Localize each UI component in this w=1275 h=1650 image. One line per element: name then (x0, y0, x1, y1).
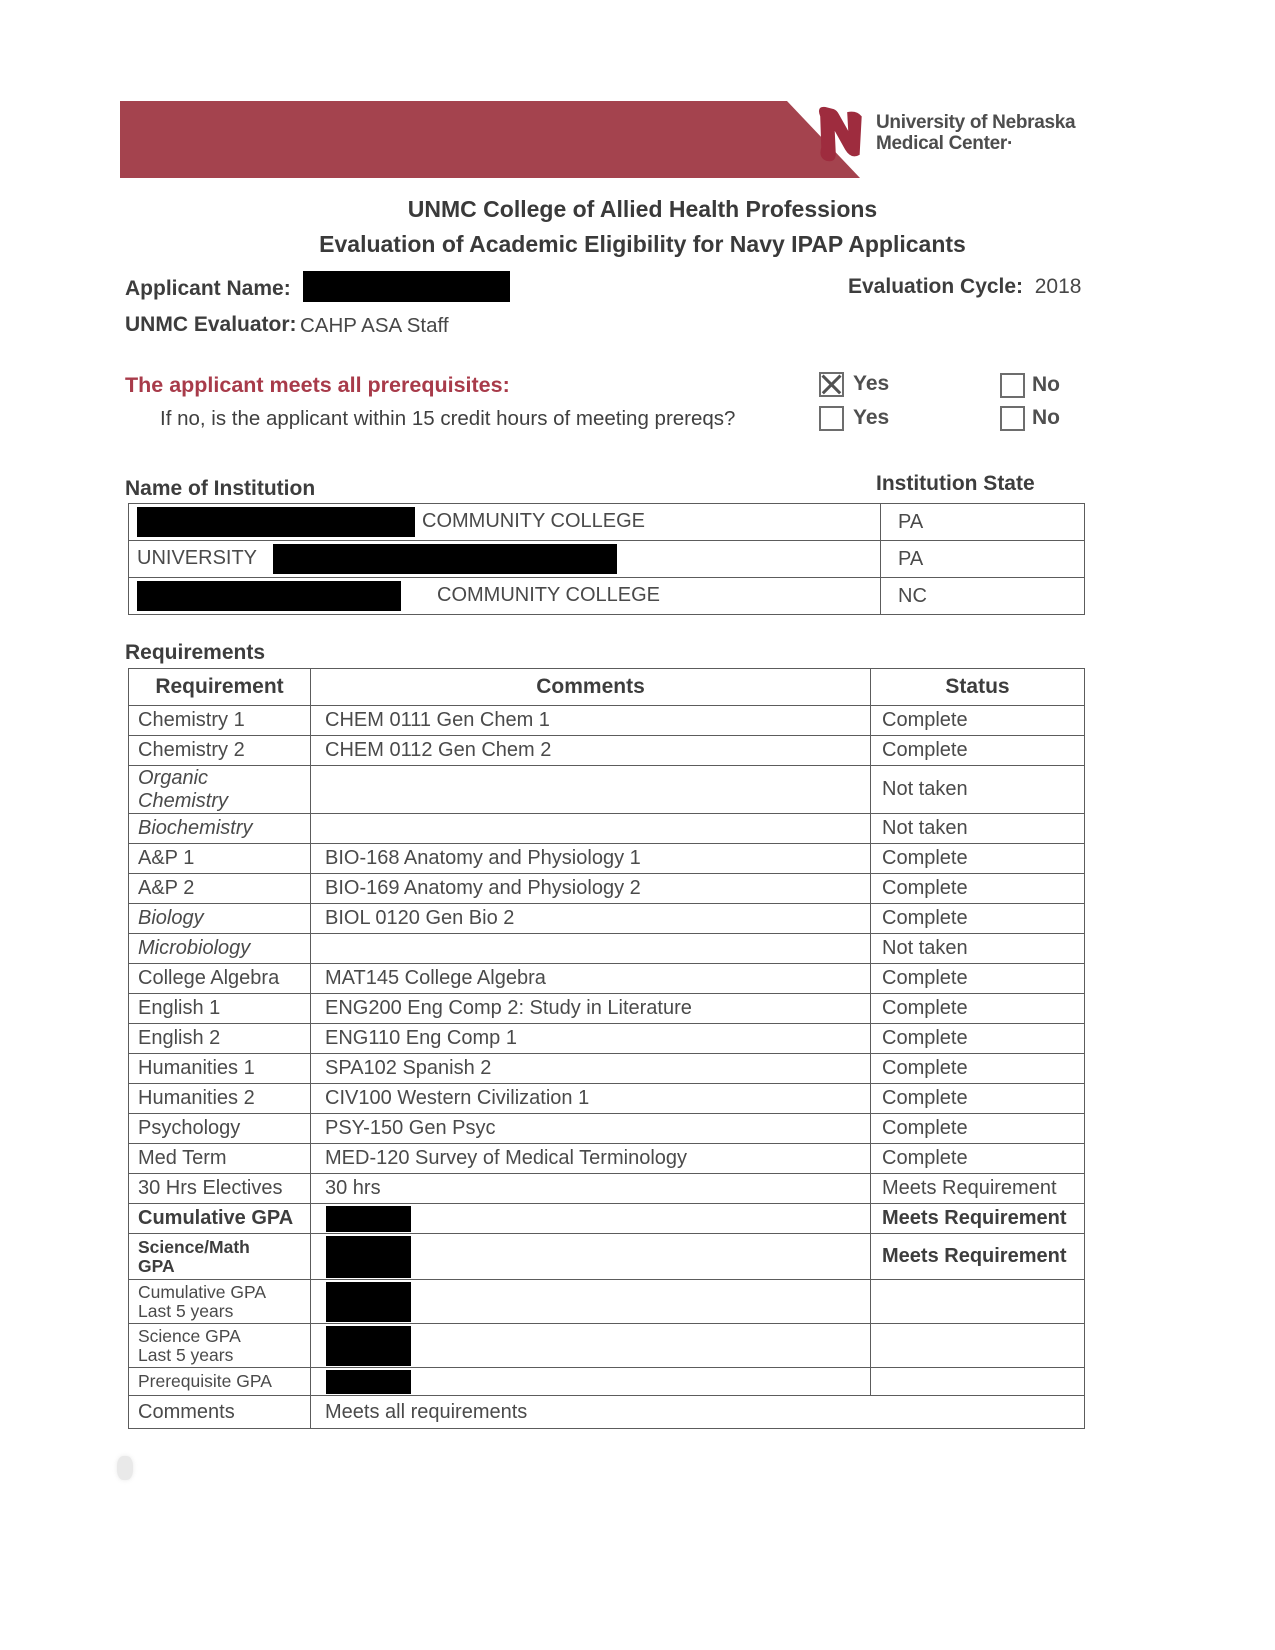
comment-cell: MAT145 College Algebra (311, 964, 871, 994)
institution-name-text: COMMUNITY COLLEGE (437, 584, 660, 607)
evaluator-label: UNMC Evaluator: (125, 313, 297, 336)
evaluation-cycle (848, 275, 1081, 299)
table-row (129, 1144, 1085, 1174)
comment-cell: CIV100 Western Civilization 1 (311, 1084, 871, 1114)
scan-artifact (117, 1456, 133, 1480)
requirement-label: Cumulative GPA (138, 1207, 294, 1229)
requirement-label: Cumulative GPA Last 5 years (138, 1281, 266, 1321)
table-row (129, 994, 1085, 1024)
requirement-label: Science/Math GPA (138, 1236, 250, 1276)
institution-name-cell (129, 541, 881, 578)
requirement-cell (129, 736, 311, 766)
table-row (129, 1324, 1085, 1368)
comment-cell: ENG110 Eng Comp 1 (311, 1024, 871, 1054)
table-row (129, 1024, 1085, 1054)
requirement-label: A&P 1 (138, 847, 195, 869)
table-row (129, 736, 1085, 766)
table-row (129, 1280, 1085, 1324)
comment-cell (311, 1204, 871, 1234)
institution-name-cell (129, 578, 881, 615)
status-cell: Complete (871, 994, 1085, 1024)
requirement-label: Med Term (138, 1147, 227, 1169)
comment-cell: MED-120 Survey of Medical Terminology (311, 1144, 871, 1174)
institution-state-cell: PA (881, 504, 1085, 541)
evaluation-cycle-value: 2018 (1034, 275, 1082, 298)
institution-row (129, 541, 1085, 578)
status-cell: Complete (871, 1054, 1085, 1084)
requirement-cell (129, 766, 311, 814)
checkbox-q1-no-label: No (1032, 373, 1060, 396)
comment-cell: ENG200 Eng Comp 2: Study in Literature (311, 994, 871, 1024)
requirement-cell (129, 706, 311, 736)
checkbox-q2-no-label: No (1032, 406, 1060, 429)
table-row (129, 1084, 1085, 1114)
requirement-label: 30 Hrs Electives (138, 1177, 283, 1199)
unmc-logo-text (876, 112, 1075, 154)
comment-cell: CHEM 0112 Gen Chem 2 (311, 736, 871, 766)
requirement-label: English 2 (138, 1027, 221, 1049)
status-cell (871, 1324, 1085, 1368)
status-cell (871, 1280, 1085, 1324)
checkbox-q1-yes-label: Yes (853, 372, 890, 395)
comment-cell (311, 934, 871, 964)
maroon-banner (120, 101, 860, 178)
prerequisites-question: The applicant meets all prerequisites: (125, 373, 510, 397)
institution-state-header: Institution State (876, 472, 1035, 495)
requirement-cell (129, 1084, 311, 1114)
redacted-gpa-value (326, 1326, 411, 1366)
institution-name-text: COMMUNITY COLLEGE (422, 510, 645, 533)
requirement-cell (129, 1396, 311, 1429)
status-cell: Complete (871, 1084, 1085, 1114)
document-subtitle: Evaluation of Academic Eligibility for Navy IPAP Applicants (319, 231, 966, 257)
checkbox-q1-no[interactable] (1000, 373, 1025, 398)
requirement-cell (129, 1324, 311, 1368)
table-row (129, 1396, 1085, 1429)
status-cell: Not taken (871, 766, 1085, 814)
requirement-cell (129, 904, 311, 934)
checkbox-q2-yes[interactable] (819, 406, 844, 431)
requirement-cell (129, 1144, 311, 1174)
requirement-cell (129, 874, 311, 904)
table-row (129, 1174, 1085, 1204)
status-cell: Complete (871, 736, 1085, 766)
requirement-label: Science GPA Last 5 years (138, 1325, 240, 1365)
requirement-cell (129, 1054, 311, 1084)
table-row (129, 964, 1085, 994)
comment-cell: PSY-150 Gen Psyc (311, 1114, 871, 1144)
status-cell: Meets Requirement (871, 1234, 1085, 1280)
comment-cell: SPA102 Spanish 2 (311, 1054, 871, 1084)
table-row (129, 874, 1085, 904)
requirement-cell (129, 1024, 311, 1054)
table-row (129, 1114, 1085, 1144)
institution-state-cell: NC (881, 578, 1085, 615)
requirement-label: Humanities 1 (138, 1057, 255, 1079)
table-row (129, 1054, 1085, 1084)
col-header-status: Status (871, 669, 1085, 706)
status-cell: Complete (871, 1024, 1085, 1054)
evaluation-cycle-label: Evaluation Cycle: (848, 275, 1024, 298)
comment-cell: BIOL 0120 Gen Bio 2 (311, 904, 871, 934)
institution-name-cell (129, 504, 881, 541)
requirement-cell (129, 1368, 311, 1396)
unmc-logo-n-icon (814, 102, 870, 168)
requirement-cell (129, 844, 311, 874)
requirement-label: Biology (138, 907, 204, 929)
comment-cell (311, 1280, 871, 1324)
redacted-applicant-name (303, 271, 510, 302)
requirement-label: A&P 2 (138, 877, 195, 899)
institution-row (129, 578, 1085, 615)
applicant-name-label: Applicant Name: (125, 277, 291, 300)
status-cell: Not taken (871, 814, 1085, 844)
requirement-cell (129, 1174, 311, 1204)
requirement-cell (129, 934, 311, 964)
requirement-label: Humanities 2 (138, 1087, 255, 1109)
requirement-cell (129, 1204, 311, 1234)
table-row (129, 904, 1085, 934)
requirement-label: Biochemistry (138, 817, 253, 839)
requirement-cell (129, 1280, 311, 1324)
requirement-label: Microbiology (138, 937, 251, 959)
table-row (129, 934, 1085, 964)
comment-cell: BIO-169 Anatomy and Physiology 2 (311, 874, 871, 904)
requirement-cell (129, 964, 311, 994)
status-cell: Complete (871, 904, 1085, 934)
requirements-section-label: Requirements (125, 641, 266, 664)
institution-row (129, 504, 1085, 541)
redacted-gpa-value (326, 1282, 411, 1322)
comment-cell: BIO-168 Anatomy and Physiology 1 (311, 844, 871, 874)
comment-cell (311, 1324, 871, 1368)
redacted-gpa-value (326, 1236, 411, 1278)
checkbox-q1-yes[interactable] (819, 372, 844, 397)
comment-cell: 30 hrs (311, 1174, 871, 1204)
institution-state-cell: PA (881, 541, 1085, 578)
requirement-label: Organic Chemistry (138, 766, 229, 812)
status-cell: Complete (871, 1114, 1085, 1144)
col-header-comments: Comments (311, 669, 871, 706)
checkbox-q2-yes-label: Yes (853, 406, 890, 429)
comment-cell (311, 1234, 871, 1280)
requirement-cell (129, 1234, 311, 1280)
status-cell: Meets Requirement (871, 1174, 1085, 1204)
requirement-label: English 1 (138, 997, 221, 1019)
evaluator-value: CAHP ASA Staff (300, 314, 449, 337)
table-row (129, 1234, 1085, 1280)
requirements-table (128, 668, 1085, 1429)
status-cell: Complete (871, 874, 1085, 904)
requirement-label: Psychology (138, 1117, 241, 1139)
table-row (129, 766, 1085, 814)
status-cell: Complete (871, 706, 1085, 736)
status-cell: Complete (871, 964, 1085, 994)
table-row (129, 844, 1085, 874)
requirement-label: Prerequisite GPA (138, 1371, 272, 1391)
col-header-requirement: Requirement (129, 669, 311, 706)
redacted-gpa-value (326, 1206, 411, 1232)
redacted-gpa-value (326, 1370, 411, 1394)
redacted-institution-name (137, 581, 401, 611)
requirement-label: Chemistry 2 (138, 739, 245, 761)
requirement-cell (129, 814, 311, 844)
requirement-cell (129, 1114, 311, 1144)
table-header-row (129, 669, 1085, 706)
table-row (129, 1204, 1085, 1234)
requirement-cell (129, 994, 311, 1024)
comment-cell: CHEM 0111 Gen Chem 1 (311, 706, 871, 736)
comment-cell: Meets all requirements (311, 1396, 1085, 1429)
institution-name-text: UNIVERSITY (137, 547, 258, 570)
table-row (129, 1368, 1085, 1396)
status-cell: Not taken (871, 934, 1085, 964)
status-cell: Meets Requirement (871, 1204, 1085, 1234)
institution-table (128, 503, 1085, 615)
requirement-label: College Algebra (138, 967, 280, 989)
comment-cell (311, 766, 871, 814)
table-row (129, 814, 1085, 844)
status-cell: Complete (871, 1144, 1085, 1174)
requirement-label: Comments (138, 1400, 235, 1423)
status-cell: Complete (871, 844, 1085, 874)
prerequisites-subquestion: If no, is the applicant within 15 credit hours of meeting prereqs? (160, 407, 736, 430)
comment-cell (311, 814, 871, 844)
institution-name-header: Name of Institution (125, 477, 316, 500)
requirement-label: Chemistry 1 (138, 709, 245, 731)
status-cell (871, 1368, 1085, 1396)
table-row (129, 706, 1085, 736)
checkbox-q2-no[interactable] (1000, 406, 1025, 431)
redacted-institution-name (273, 544, 617, 574)
document-title: UNMC College of Allied Health Professions (407, 196, 878, 222)
logo-line1: University of Nebraska (876, 112, 1076, 133)
comment-cell (311, 1368, 871, 1396)
logo-line2: Medical Center· (876, 133, 1013, 154)
redacted-institution-name (137, 507, 415, 537)
